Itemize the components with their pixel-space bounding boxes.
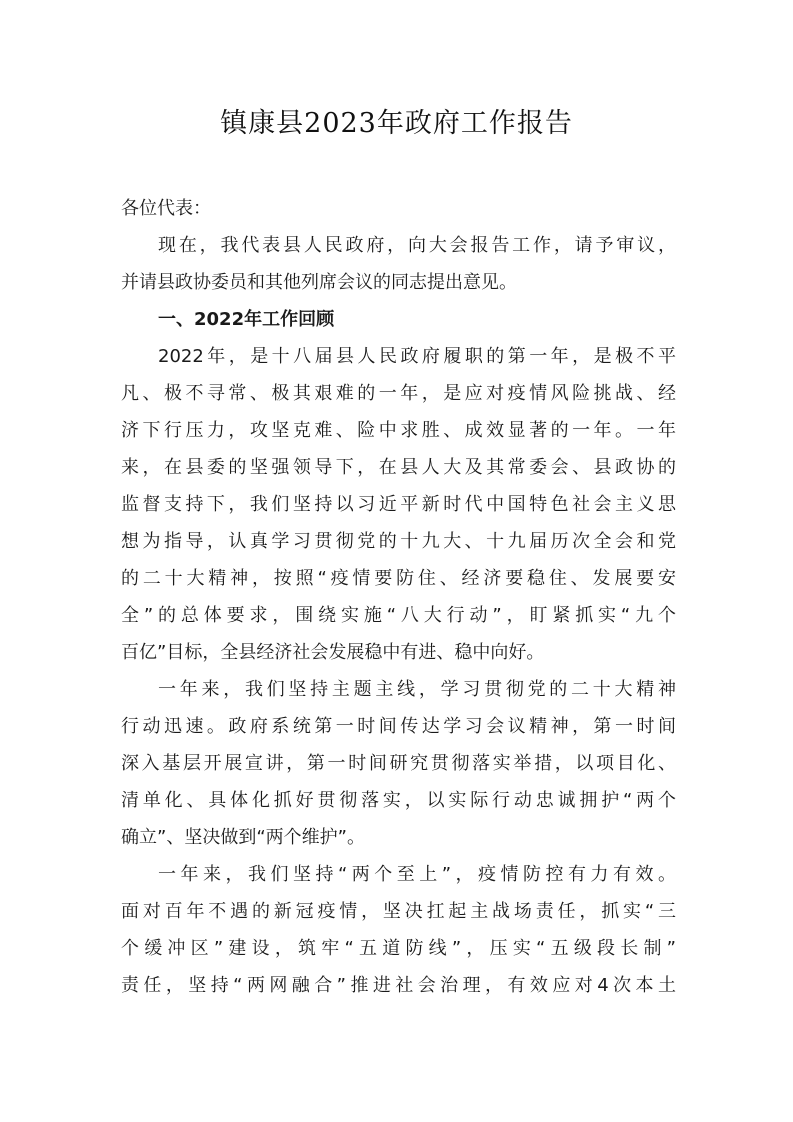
paragraph-theme: [121, 671, 676, 856]
paragraph-intro: [121, 227, 676, 301]
paragraph-line: 现在，我代表县人民政府，向大会报告工作，请予审议，: [158, 235, 676, 256]
paragraph-epidemic: [121, 856, 676, 1004]
paragraph-line: 想为指导，认真学习贯彻党的十九大、十九届历次全会和党: [121, 531, 676, 552]
paragraph-line: 凡、极不寻常、极其艰难的一年，是应对疫情风险挑战、经: [121, 383, 676, 404]
paragraph-line: 个缓冲区”建设，筑牢“五道防线”，压实“五级段长制”: [121, 938, 676, 959]
paragraph-line: 济下行压力，攻坚克难、险中求胜、成效显著的一年。一年: [121, 420, 676, 441]
paragraph-line: 一年来，我们坚持主题主线，学习贯彻党的二十大精神: [158, 679, 676, 700]
document-body: [121, 190, 676, 1004]
paragraph-overview: [121, 338, 676, 671]
paragraph-line: 一年来，我们坚持“两个至上”，疫情防控有力有效。: [158, 864, 676, 885]
paragraph-line: 监督支持下，我们坚持以习近平新时代中国特色社会主义思: [121, 494, 676, 515]
paragraph-line: 并请县政协委员和其他列席会议的同志提出意见。: [121, 272, 517, 293]
paragraph-line: 全”的总体要求，围绕实施“八大行动”，盯紧抓实“九个: [121, 605, 676, 626]
paragraph-line: 百亿”目标，全县经济社会发展稳中有进、稳中向好。: [121, 642, 545, 663]
paragraph-line: 确立”、坚决做到“两个维护”。: [121, 827, 365, 848]
paragraph-line: 深入基层开展宣讲，第一时间研究贯彻落实举措，以项目化、: [121, 753, 676, 774]
paragraph-line: 清单化、具体化抓好贯彻落实，以实际行动忠诚拥护“两个: [121, 790, 676, 811]
paragraph-line: 来，在县委的坚强领导下，在县人大及其常委会、县政协的: [121, 457, 676, 478]
paragraph-line: 的二十大精神，按照“疫情要防住、经济要稳住、发展要安: [121, 568, 676, 589]
paragraph-line: 2022年，是十八届县人民政府履职的第一年，是极不平: [158, 346, 676, 367]
paragraph-line: 行动迅速。政府系统第一时间传达学习会议精神，第一时间: [121, 716, 676, 737]
salutation: 各位代表：: [121, 198, 211, 219]
paragraph-line: 责任，坚持“两网融合”推进社会治理，有效应对4次本土: [121, 975, 676, 996]
document-title: 镇康县2023年政府工作报告: [220, 108, 573, 139]
section-heading: 一、2022年工作回顾: [158, 309, 335, 330]
paragraph-line: 面对百年不遇的新冠疫情，坚决扛起主战场责任，抓实“三: [121, 901, 676, 922]
